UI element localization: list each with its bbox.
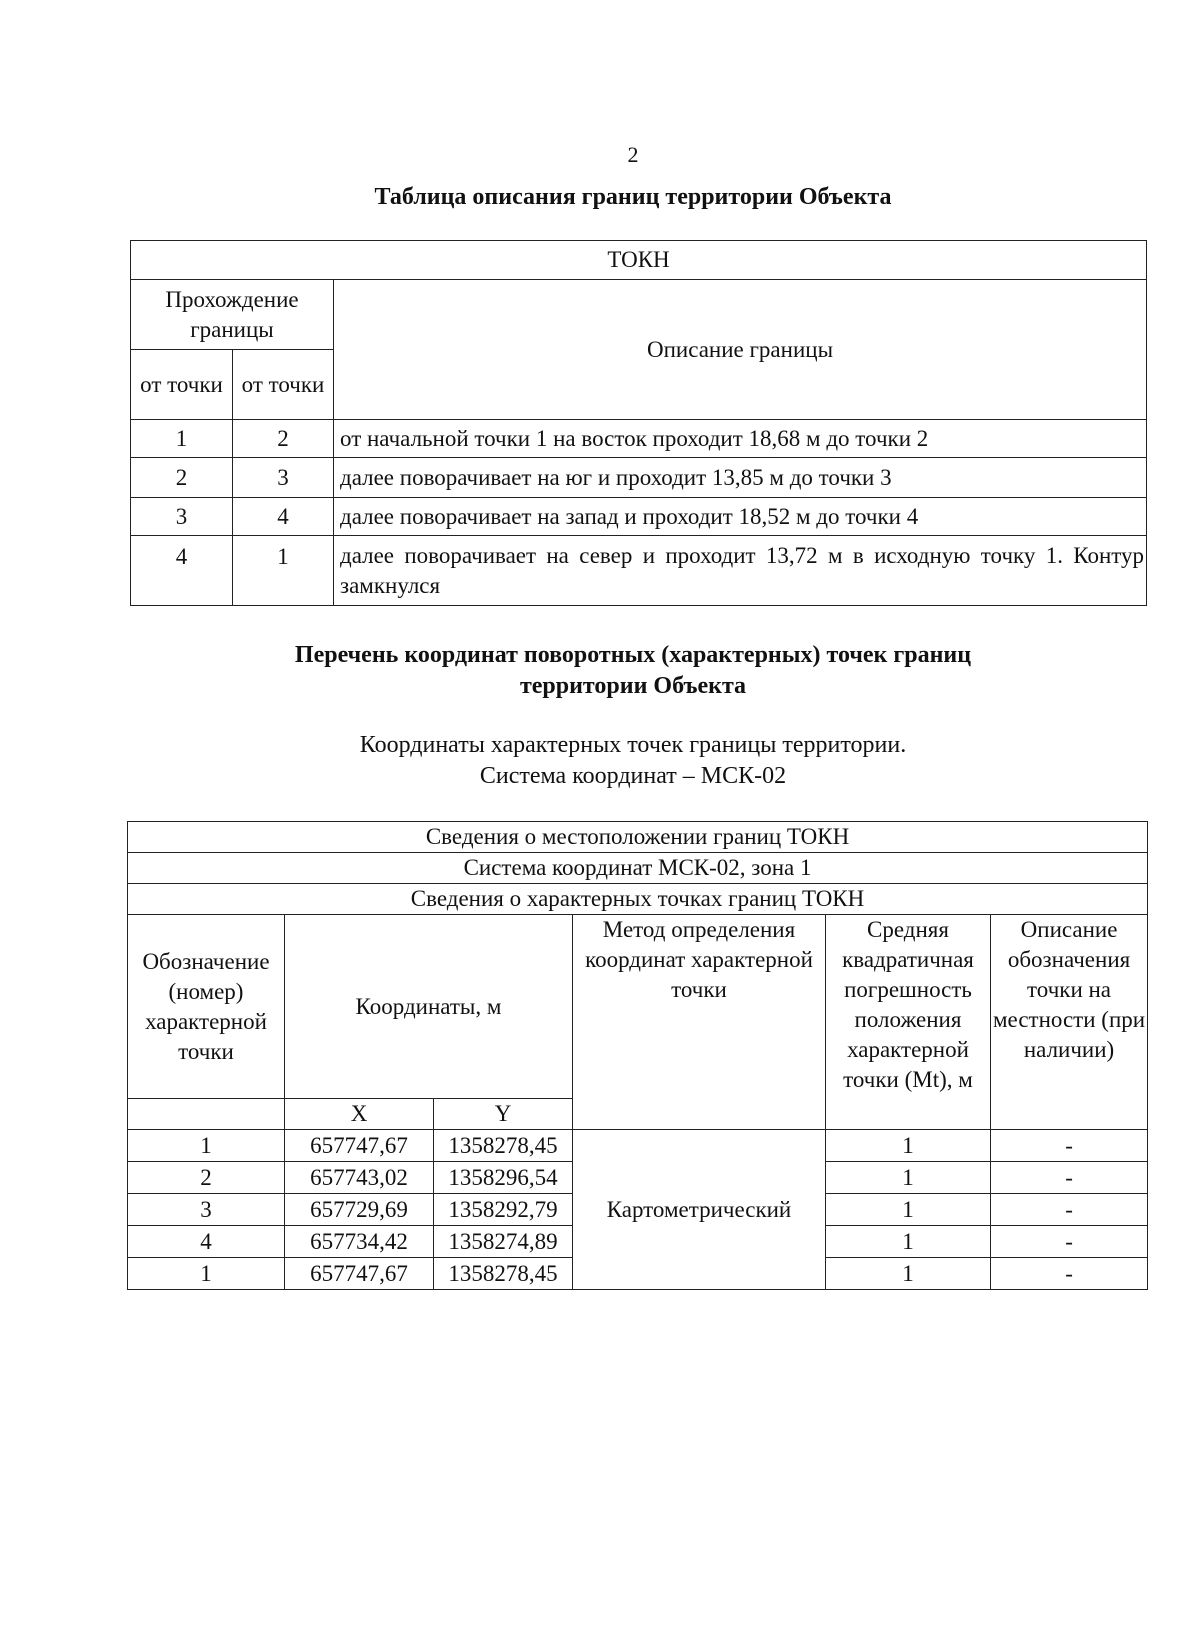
error-cell: 1 xyxy=(826,1226,991,1258)
to-point-cell: 3 xyxy=(233,458,334,498)
x-cell: 657747,67 xyxy=(285,1130,434,1162)
to-point-cell: 1 xyxy=(233,536,334,606)
to-point-cell: 2 xyxy=(233,420,334,458)
point-number-cell: 3 xyxy=(128,1194,285,1226)
point-number-cell: 1 xyxy=(128,1130,285,1162)
error-cell: 1 xyxy=(826,1258,991,1290)
point-description-cell: - xyxy=(991,1258,1148,1290)
error-header: Средняя квадратичная погрешность положения характерной точки (Mt), м xyxy=(826,915,991,1130)
x-header: X xyxy=(285,1099,434,1130)
description-cell: далее поворачивает на юг и проходит 13,85 м до точки 3 xyxy=(334,458,1147,498)
table1-header: ТОКН xyxy=(131,241,1147,280)
point-designation-subheader xyxy=(128,1099,285,1130)
from-point-cell: 1 xyxy=(131,420,233,458)
table-row xyxy=(128,1130,1148,1162)
table-row xyxy=(131,498,1147,536)
point-designation-header: Обозначение (номер) характерной точки xyxy=(128,915,285,1099)
point-description-header: Описание обозначения точки на местности (при наличии) xyxy=(991,915,1148,1130)
passage-header: Прохождение границы xyxy=(131,280,334,350)
point-number-cell: 1 xyxy=(128,1258,285,1290)
boundary-description-table xyxy=(130,240,1147,606)
coordinates-subtitle-line-1: Координаты характерных точек границы территории. xyxy=(359,732,907,758)
x-cell: 657734,42 xyxy=(285,1226,434,1258)
coordinates-list-title-line-2: территории Объекта xyxy=(519,673,747,699)
coordinates-header: Координаты, м xyxy=(285,915,573,1099)
coordinate-system-header: Система координат МСК-02, зона 1 xyxy=(128,853,1148,884)
error-cell: 1 xyxy=(826,1162,991,1194)
coordinates-subtitle-line-2: Система координат – МСК-02 xyxy=(479,763,787,789)
point-number-cell: 4 xyxy=(128,1226,285,1258)
characteristic-points-header: Сведения о характерных точках границ ТОКН xyxy=(128,884,1148,915)
point-description-cell: - xyxy=(991,1162,1148,1194)
point-description-cell: - xyxy=(991,1226,1148,1258)
coordinates-table xyxy=(127,821,1148,1290)
coordinates-list-title-line-1: Перечень координат поворотных (характерных) точек границ xyxy=(294,642,972,668)
y-cell: 1358278,45 xyxy=(434,1258,573,1290)
to-point-header: от точки xyxy=(233,350,334,420)
description-cell: от начальной точки 1 на восток проходит 18,68 м до точки 2 xyxy=(334,420,1147,458)
method-header: Метод определения координат характерной точки xyxy=(573,915,826,1130)
boundary-table-title: Таблица описания границ территории Объекта xyxy=(374,184,892,210)
point-number-cell: 2 xyxy=(128,1162,285,1194)
y-cell: 1358278,45 xyxy=(434,1130,573,1162)
from-point-header: от точки xyxy=(131,350,233,420)
page-number: 2 xyxy=(627,142,639,167)
table-row xyxy=(131,420,1147,458)
x-cell: 657747,67 xyxy=(285,1258,434,1290)
description-header: Описание границы xyxy=(334,280,1147,420)
point-description-cell: - xyxy=(991,1130,1148,1162)
from-point-cell: 4 xyxy=(131,536,233,606)
y-header: Y xyxy=(434,1099,573,1130)
point-description-cell: - xyxy=(991,1194,1148,1226)
description-cell: далее поворачивает на запад и проходит 18,52 м до точки 4 xyxy=(334,498,1147,536)
to-point-cell: 4 xyxy=(233,498,334,536)
y-cell: 1358296,54 xyxy=(434,1162,573,1194)
y-cell: 1358292,79 xyxy=(434,1194,573,1226)
from-point-cell: 2 xyxy=(131,458,233,498)
location-info-header: Сведения о местоположении границ ТОКН xyxy=(128,822,1148,853)
from-point-cell: 3 xyxy=(131,498,233,536)
x-cell: 657729,69 xyxy=(285,1194,434,1226)
x-cell: 657743,02 xyxy=(285,1162,434,1194)
error-cell: 1 xyxy=(826,1194,991,1226)
method-value-cell: Картометрический xyxy=(573,1130,826,1290)
error-cell: 1 xyxy=(826,1130,991,1162)
y-cell: 1358274,89 xyxy=(434,1226,573,1258)
description-cell: далее поворачивает на север и проходит 13,72 м в исходную точку 1. Контур замкнулся xyxy=(334,536,1147,606)
table-row xyxy=(131,458,1147,498)
table-row xyxy=(131,536,1147,606)
